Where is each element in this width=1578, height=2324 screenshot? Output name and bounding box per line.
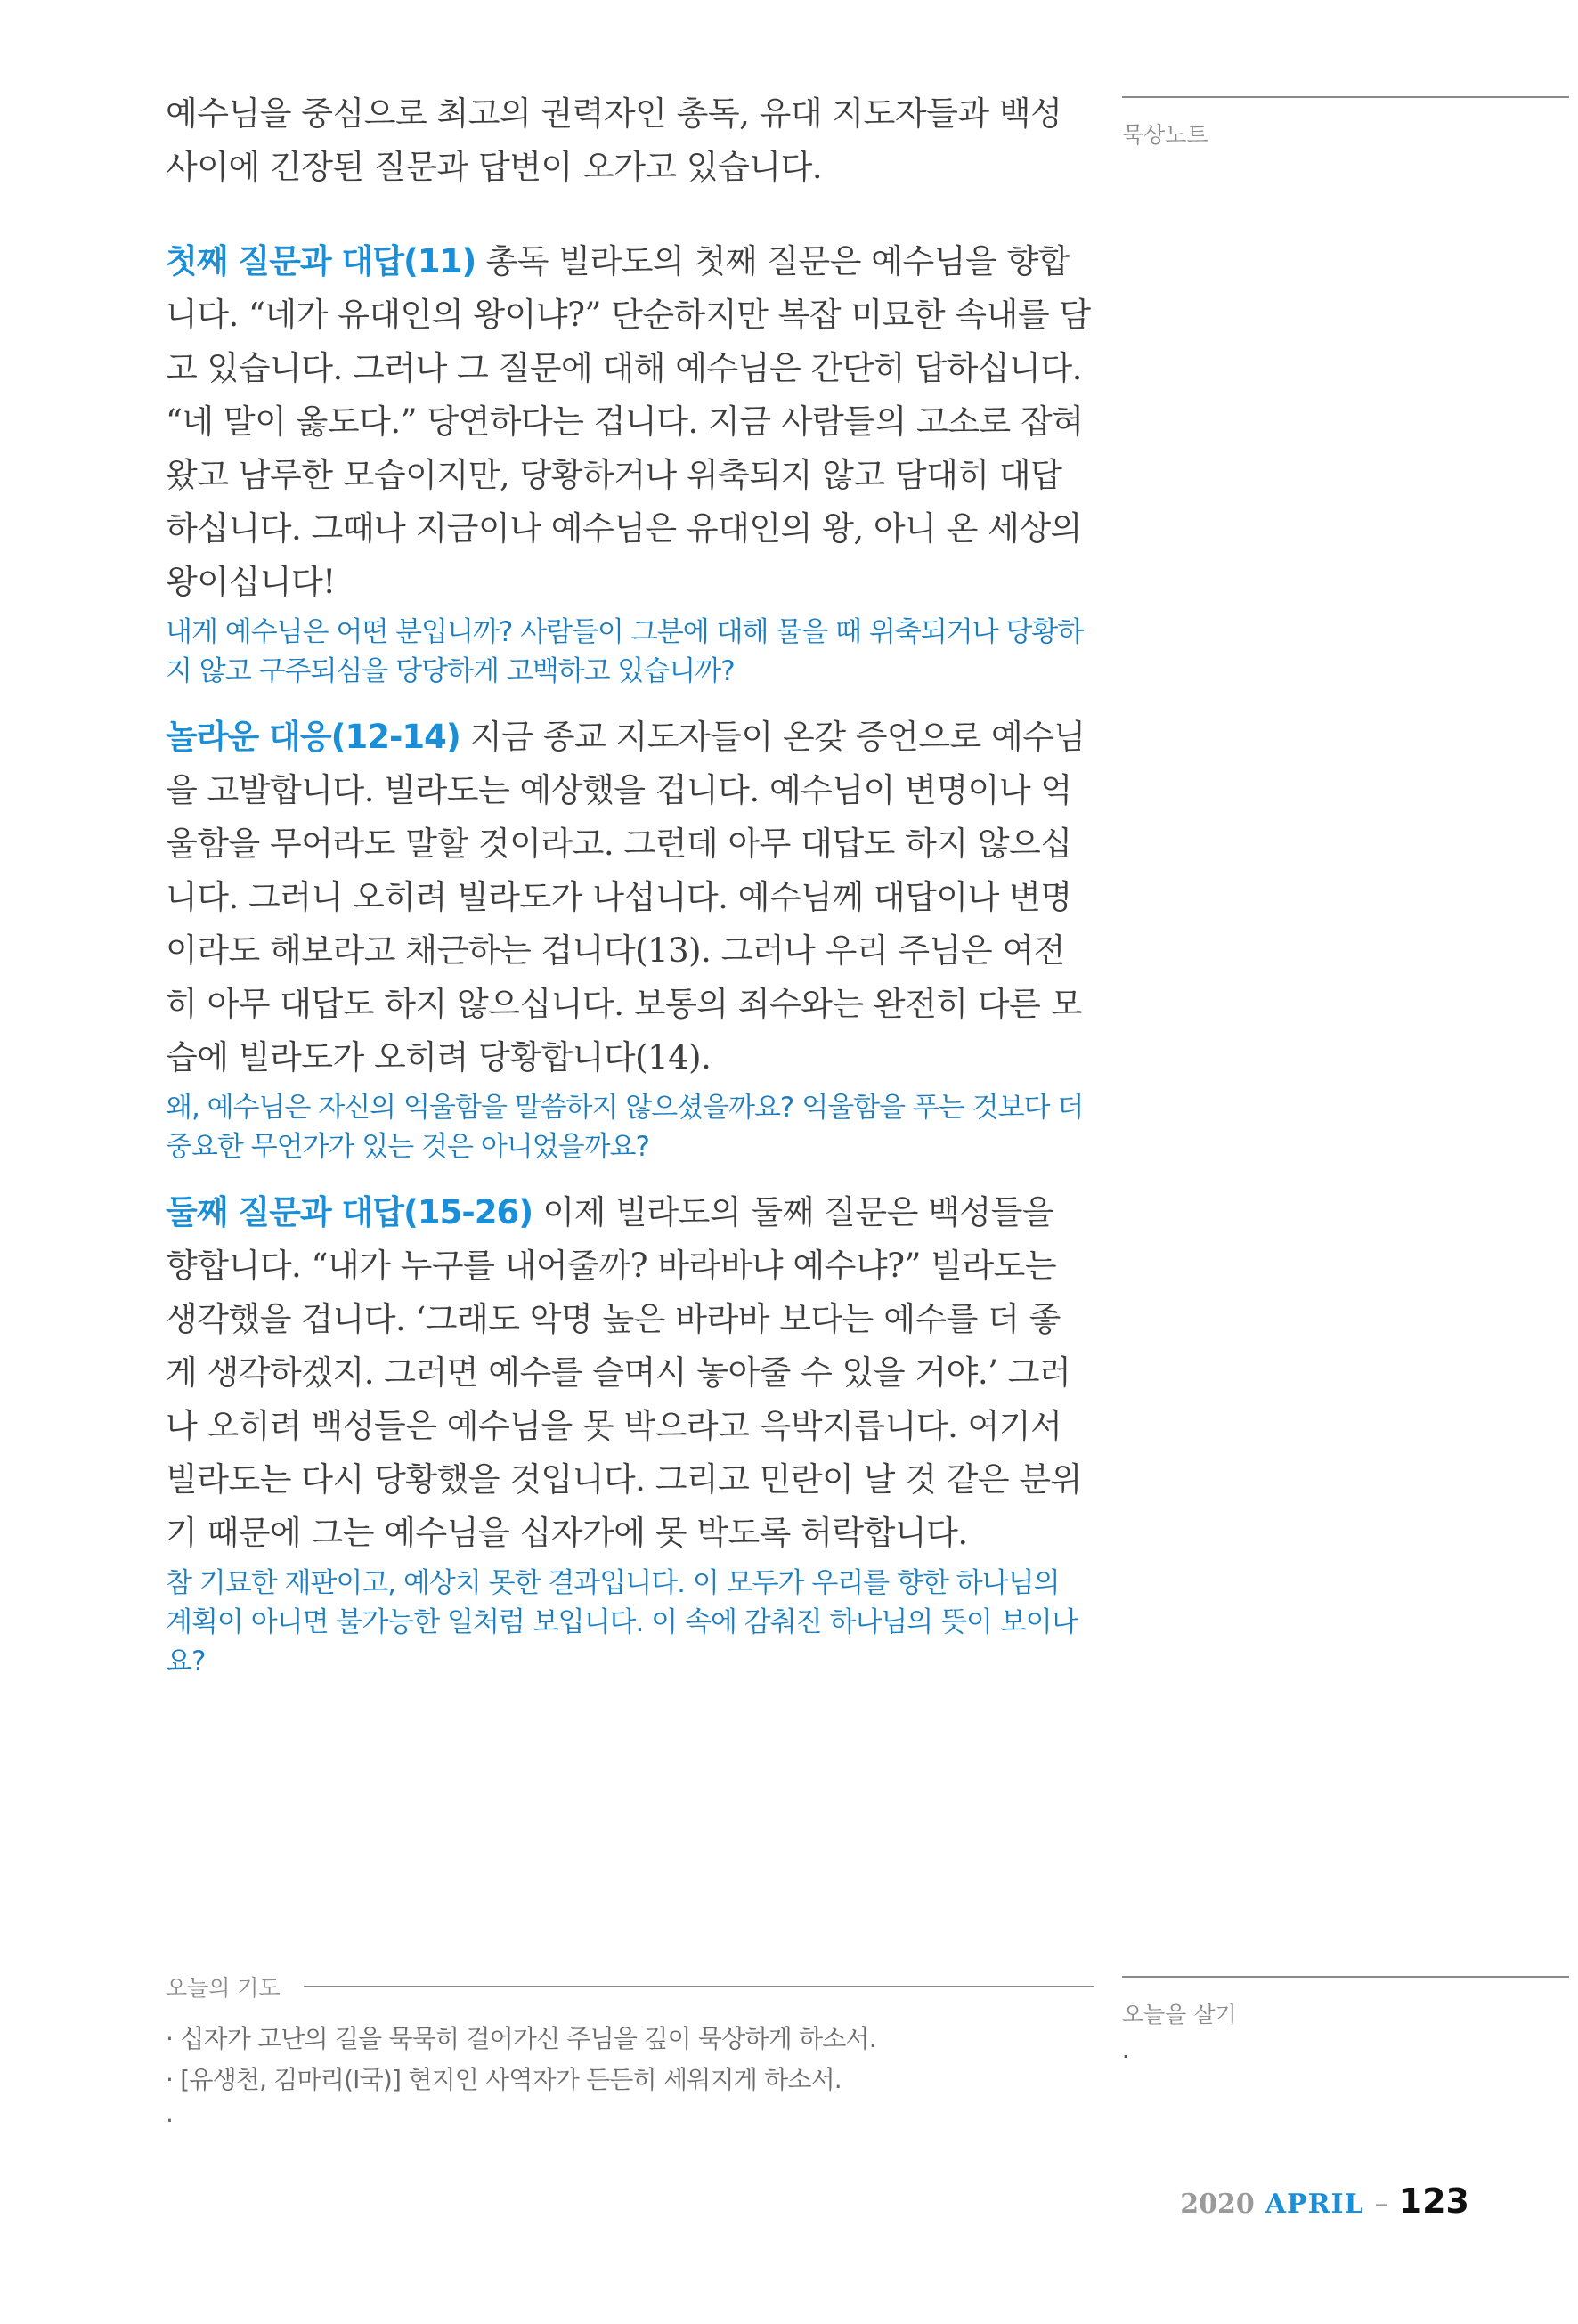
prayer-item: · [유생천, 김마리(I국)] 현지인 사역자가 든든히 세워지게 하소서. [166,2065,842,2094]
section-heading: 첫째 질문과 대답(11) [166,242,476,280]
meditation-notes-panel [1122,96,1569,150]
prayer-item: · 십자가 고난의 길을 묵묵히 걸어가신 주님을 깊이 묵상하게 하소서. [166,2024,876,2053]
prayer-item: · [166,2106,174,2135]
prayer-header [166,1971,1094,2003]
section-surprising-response [166,711,1092,1166]
intro-paragraph: 예수님을 중심으로 최고의 권력자인 총독, 유대 지도자들과 백성 사이에 긴장된 질문과 답변이 오가고 있습니다. [166,94,1062,186]
section-heading: 둘째 질문과 대답(15-26) [166,1193,533,1231]
reflection-question: 참 기묘한 재판이고, 예상치 못한 결과입니다. 이 모두가 우리를 향한 하나님의 계획이 아니면 불가능한 일처럼 보입니다. 이 속에 감춰진 하나님의 뜻이 보이나요? [166,1567,1078,1678]
section-body: 이제 빌라도의 둘째 질문은 백성들을 향합니다. “내가 누구를 내어줄까? 바라바냐 예수냐?” 빌라도는 생각했을 겁니다. ‘그래도 악명 높은 바라바 보다는 예수를 더 좋게 생각하겠지. 그러면 예수를 슬며시 놓아줄 수 있을 거야.’ 그러나 오히려 백성들은 예수님을 못 박으라고 윽박지릅니다. 여기서 빌라도는 다시 당황했을 것입니다. 그리고 민란이 날 것 같은 분위기 때문에 그는 예수님을 십자가에 못 박도록 허락합니다. [166,1193,1082,1552]
section-first-question [166,235,1092,691]
prayer-section [166,1971,1094,2141]
section-paragraph [166,1186,1092,1560]
section-second-question [166,1186,1092,1681]
living-today-item: · [1122,2044,1129,2069]
living-today-title: 오늘을 살기 [1122,2002,1237,2027]
reflection-question: 내게 예수님은 어떤 분입니까? 사람들이 그분에 대해 물을 때 위축되거나 당황하지 않고 구주되심을 당당하게 고백하고 있습니까? [166,616,1084,687]
divider [1122,1976,1569,1978]
footer-month: APRIL [1265,2189,1364,2220]
page-footer [1180,2182,1469,2221]
section-heading: 놀라운 대응(12-14) [166,718,460,756]
reflection-question: 왜, 예수님은 자신의 억울함을 말씀하지 않으셨을까요? 억울함을 푸는 것보다 더 중요한 무언가가 있는 것은 아니었을까요? [166,1092,1084,1163]
divider [1122,96,1569,98]
divider [304,1986,1094,1987]
prayer-list [166,2019,1094,2141]
main-content [166,87,1092,1681]
section-body: 총독 빌라도의 첫째 질문은 예수님을 향합니다. “네가 유대인의 왕이냐?” 단순하지만 복잡 미묘한 속내를 담고 있습니다. 그러나 그 질문에 대해 예수님은 간단히 답하십니다. “네 말이 옳도다.” 당연하다는 겁니다. 지금 사람들의 고소로 잡혀 왔고 남루한 모습이지만, 당황하거나 위축되지 않고 담대히 대답하십니다. 그때나 지금이나 예수님은 유대인의 왕, 아니 온 세상의 왕이십니다! [166,242,1091,601]
page-number: 123 [1398,2182,1469,2221]
section-paragraph [166,711,1092,1085]
footer-year: 2020 [1180,2189,1255,2220]
section-paragraph [166,235,1092,609]
section-body: 지금 종교 지도자들이 온갖 증언으로 예수님을 고발합니다. 빌라도는 예상했을 겁니다. 예수님이 변명이나 억울함을 무어라도 말할 것이라고. 그런데 아무 대답도 하지 않으십니다. 그러니 오히려 빌라도가 나섭니다. 예수님께 대답이나 변명이라도 해보라고 채근하는 겁니다(13). 그러나 우리 주님은 여전히 아무 대답도 하지 않으십니다. 보통의 죄수와는 완전히 다른 모습에 빌라도가 오히려 당황합니다(14). [166,718,1086,1077]
living-today-panel [1122,1976,1569,2069]
footer-dash: – [1374,2189,1388,2220]
prayer-title: 오늘의 기도 [166,1975,281,2001]
meditation-notes-title: 묵상노트 [1122,122,1208,148]
